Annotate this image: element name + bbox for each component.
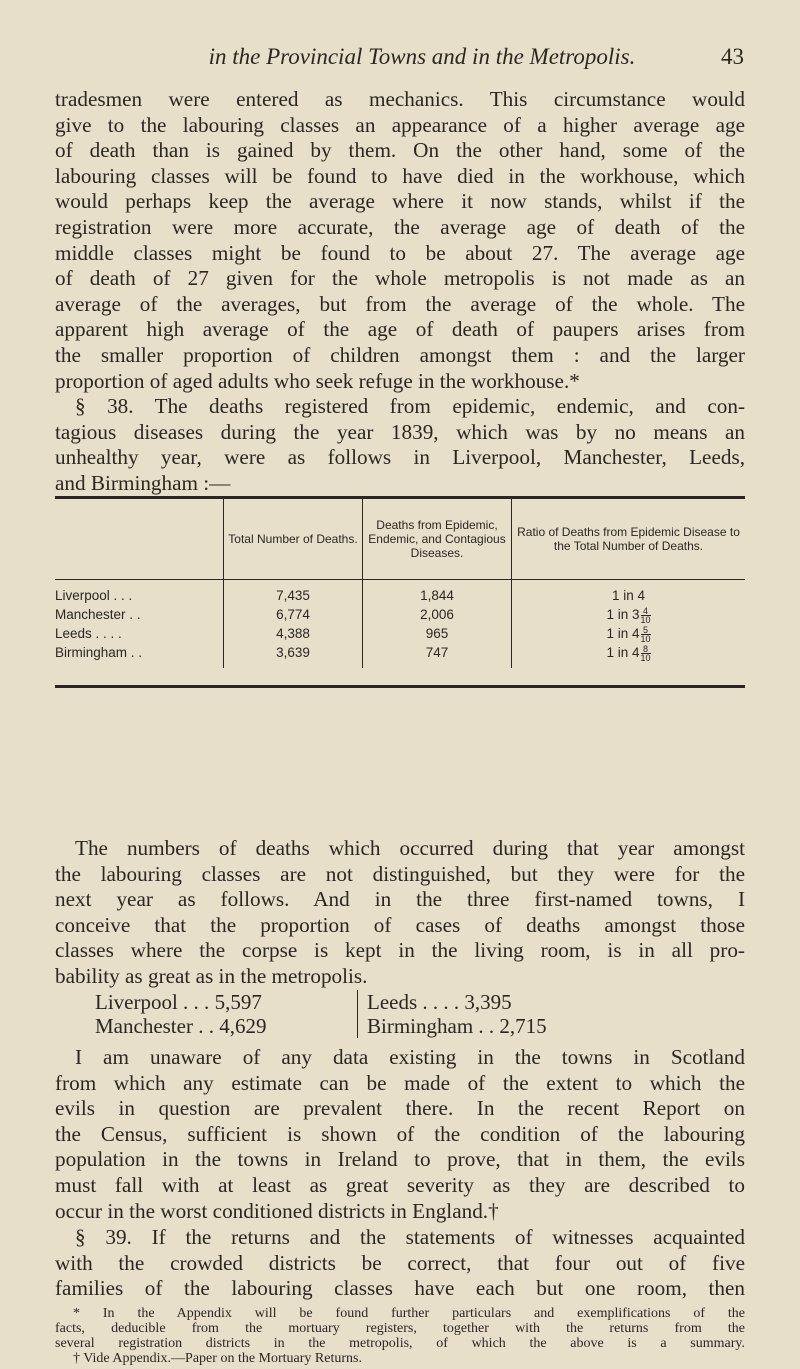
table-cell-ratio bbox=[512, 605, 746, 624]
deaths-value: 3,395 bbox=[464, 990, 512, 1014]
table-cell-town: Manchester . . bbox=[55, 607, 141, 622]
page-header bbox=[100, 44, 744, 74]
text-line: of death of 27 given for the whole metropolis is not made as an bbox=[55, 266, 745, 291]
text-line: proportion of aged adults who seek refuge in the workhouse.* bbox=[55, 368, 580, 393]
text-line: registration were more accurate, the average age of death of the bbox=[55, 214, 745, 239]
table-cell-total: 4,388 bbox=[224, 624, 363, 643]
ratio-fraction bbox=[641, 645, 651, 662]
text-line: bability as great as in the metropolis. bbox=[55, 963, 368, 988]
footnotes bbox=[55, 1306, 745, 1366]
ratio-fraction bbox=[641, 607, 651, 624]
fraction-denominator: 10 bbox=[640, 633, 651, 644]
table-header-total: Total Number of Deaths. bbox=[224, 499, 363, 580]
table-row bbox=[55, 605, 745, 624]
table-header-epidemic: Deaths from Epidemic, Endemic, and Contagious Diseases. bbox=[363, 499, 512, 580]
text-line: evils in question are prevalent there. In the recent Report on bbox=[55, 1096, 745, 1121]
table-cell-ratio bbox=[512, 624, 746, 643]
fraction-numerator: 4 bbox=[641, 607, 651, 616]
table-cell-epidemic: 747 bbox=[363, 643, 512, 668]
text-line: I am unaware of any data existing in the towns in Scotland bbox=[75, 1045, 745, 1069]
text-line: of death than is gained by them. On the other hand, some of the bbox=[55, 138, 745, 163]
text-line: would perhaps keep the average where it now stands, whilst if the bbox=[55, 189, 745, 214]
text-line: classes where the corpse is kept in the living room, is in all pro- bbox=[55, 938, 745, 963]
column-divider bbox=[357, 990, 358, 1038]
table-bottom-rule bbox=[55, 685, 745, 688]
fraction-numerator: 5 bbox=[641, 626, 651, 635]
text-line: unhealthy year, were as follows in Liverpool, Manchester, Leeds, bbox=[55, 445, 745, 470]
footnote-line: † Vide Appendix.—Paper on the Mortuary Returns. bbox=[73, 1351, 362, 1366]
text-line: families of the labouring classes have each but one room, then bbox=[55, 1276, 745, 1301]
table-row bbox=[55, 624, 745, 643]
fraction-denominator: 10 bbox=[640, 652, 651, 663]
text-line: give to the labouring classes an appearance of a higher average age bbox=[55, 112, 745, 137]
paragraph-section-39 bbox=[55, 1225, 745, 1302]
table-cell-epidemic: 2,006 bbox=[363, 605, 512, 624]
table-row bbox=[55, 580, 745, 606]
ratio-text: 1 in 4 bbox=[606, 626, 640, 641]
ratio-text: 1 in 4 bbox=[611, 588, 646, 603]
town-name: Birmingham . . bbox=[367, 1014, 495, 1038]
ratio-text: 1 in 3 bbox=[606, 607, 640, 622]
footnote-line: * In the Appendix will be found further particulars and exemplifications of the bbox=[73, 1306, 745, 1321]
text-line: middle classes might be found to be about 27. The average age bbox=[55, 240, 745, 265]
table-cell-town: Liverpool . . . bbox=[55, 588, 133, 603]
text-line: tagious diseases during the year 1839, which was by no means an bbox=[55, 419, 745, 444]
small-table-row bbox=[95, 990, 345, 1014]
small-table-row bbox=[95, 1014, 345, 1038]
table-cell-ratio bbox=[512, 580, 746, 606]
text-line: from which any estimate can be made of the extent to which the bbox=[55, 1070, 745, 1095]
town-name: Liverpool . . . bbox=[95, 990, 210, 1014]
deaths-value: 5,597 bbox=[214, 990, 262, 1014]
text-line: § 39. If the returns and the statements of witnesses acquainted bbox=[75, 1225, 745, 1249]
text-line: the labouring classes are not distinguished, but they were for the bbox=[55, 861, 745, 886]
paragraph-section-38 bbox=[55, 394, 745, 496]
text-line: labouring classes will be found to have died in the workhouse, which bbox=[55, 163, 745, 188]
text-line: population in the towns in Ireland to prove, that in them, the evils bbox=[55, 1147, 745, 1172]
deaths-table bbox=[55, 499, 745, 668]
small-table-right-column bbox=[367, 990, 697, 1038]
table-header-ratio: Ratio of Deaths from Epidemic Disease to the Total Number of Deaths. bbox=[512, 499, 746, 580]
small-table-left-column bbox=[95, 990, 345, 1038]
running-title: in the Provincial Towns and in the Metropolis. bbox=[208, 44, 636, 69]
text-line: § 38. The deaths registered from epidemic, endemic, and con- bbox=[75, 394, 745, 418]
text-line: must fall with at least as great severity as they are described to bbox=[55, 1172, 745, 1197]
text-line: and Birmingham :— bbox=[55, 470, 231, 495]
footnote-line: several registration districts in the metropolis, of which the above is a summary. bbox=[55, 1336, 745, 1351]
text-line: average of the averages, but from the average of the whole. The bbox=[55, 291, 745, 316]
text-line: tradesmen were entered as mechanics. This circumstance would bbox=[55, 87, 745, 111]
table-cell-total: 6,774 bbox=[224, 605, 363, 624]
page-number: 43 bbox=[721, 44, 744, 69]
town-name: Leeds . . . . bbox=[367, 990, 460, 1014]
small-table-row bbox=[367, 990, 697, 1014]
table-cell-town: Birmingham . . bbox=[55, 645, 143, 660]
text-line: next year as follows. And in the three first-named towns, I bbox=[55, 887, 745, 912]
town-name: Manchester . . bbox=[95, 1014, 214, 1038]
text-line: occur in the worst conditioned districts in England.† bbox=[55, 1198, 499, 1223]
table-cell-town: Leeds . . . . bbox=[55, 626, 122, 641]
table-cell-total: 3,639 bbox=[224, 643, 363, 668]
text-line: the smaller proportion of children amongst them : and the larger bbox=[55, 342, 745, 367]
text-line: apparent high average of the age of death of paupers arises from bbox=[55, 317, 745, 342]
table-cell-ratio bbox=[512, 643, 746, 668]
table-row bbox=[55, 643, 745, 668]
paragraph-1 bbox=[55, 87, 745, 394]
small-table-row bbox=[367, 1014, 697, 1038]
deaths-value: 4,629 bbox=[219, 1014, 267, 1038]
table-cell-total: 7,435 bbox=[224, 580, 363, 606]
text-line: conceive that the proportion of cases of deaths amongst those bbox=[55, 912, 745, 937]
table-cell-epidemic: 1,844 bbox=[363, 580, 512, 606]
fraction-denominator: 10 bbox=[640, 614, 651, 625]
text-line: with the crowded districts be correct, that four out of five bbox=[55, 1250, 745, 1275]
text-line: The numbers of deaths which occurred during that year amongst bbox=[75, 836, 745, 860]
fraction-numerator: 8 bbox=[641, 645, 651, 654]
table-header-row bbox=[55, 499, 745, 580]
text-line: the Census, sufficient is shown of the condition of the labouring bbox=[55, 1121, 745, 1146]
ratio-fraction bbox=[641, 626, 651, 643]
paragraph-4 bbox=[55, 1045, 745, 1224]
table-cell-epidemic: 965 bbox=[363, 624, 512, 643]
deaths-value: 2,715 bbox=[499, 1014, 547, 1038]
paragraph-3 bbox=[55, 836, 745, 990]
footnote-line: facts, deducible from the mortuary registers, together with the returns from the bbox=[55, 1321, 745, 1336]
ratio-text: 1 in 4 bbox=[606, 645, 640, 660]
table-header-town bbox=[55, 499, 224, 580]
